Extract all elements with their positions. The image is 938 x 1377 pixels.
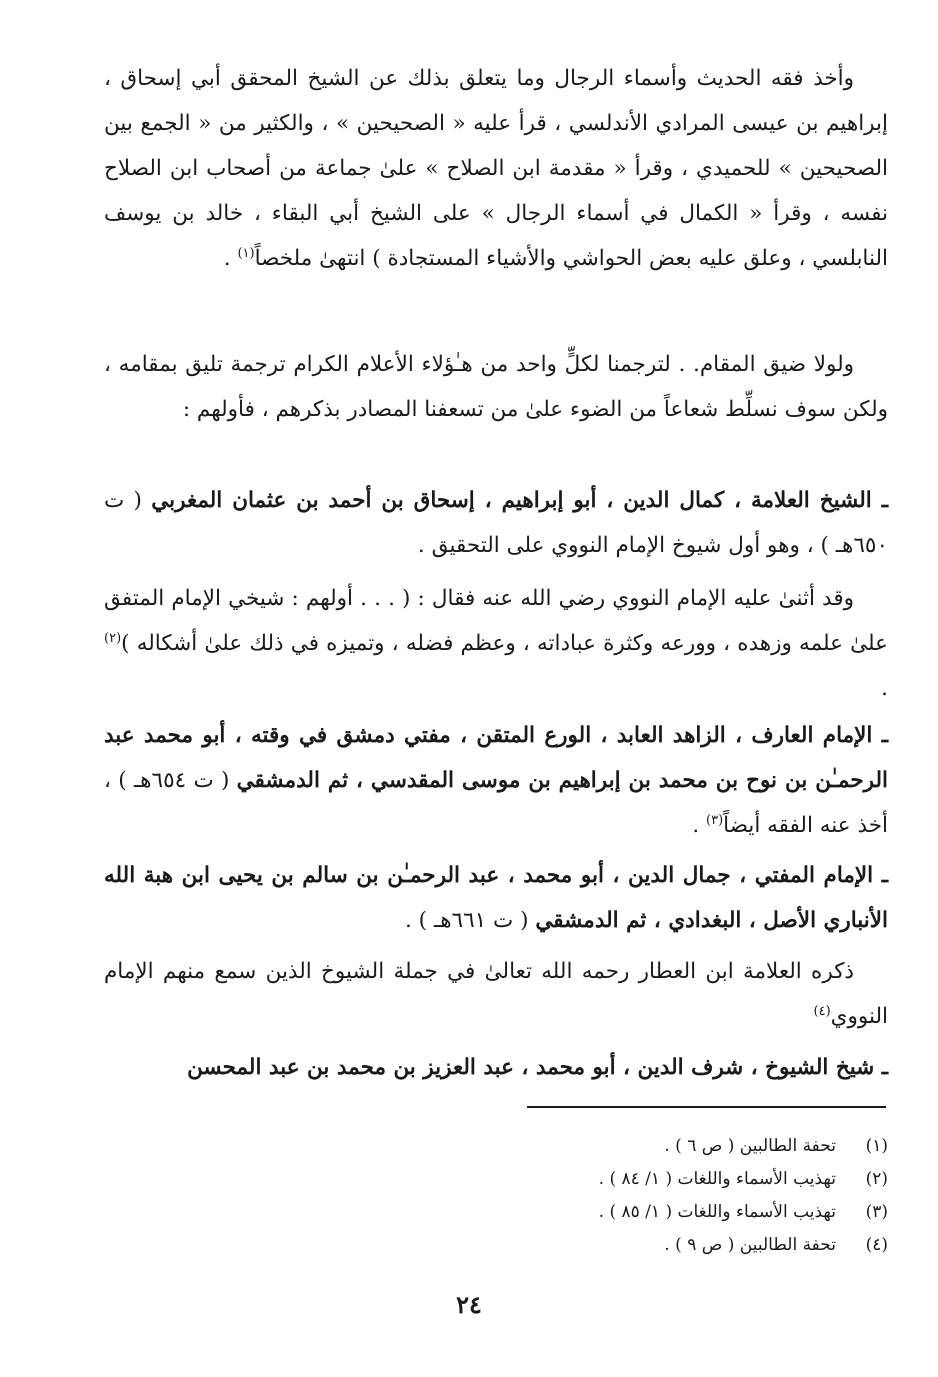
teacher-name: ـ الإمام المفتي ، جمال الدين ، أبو محمد ، عبد الرحمـٰن بن سالم بن يحيى ابن هبة الله الأنباري الأصل ، البغدادي ، ثم الدمشقي bbox=[104, 863, 888, 933]
paragraph-text: ( ت ٦٦١هـ ) . bbox=[405, 908, 536, 933]
footnote-number: (٣) bbox=[865, 1202, 888, 1222]
paragraph-1 bbox=[104, 56, 888, 281]
footnote-text: تحفة الطالبين ( ص ٦ ) . bbox=[664, 1136, 836, 1156]
footnote-item bbox=[388, 1163, 888, 1196]
footnote-text: تحفة الطالبين ( ص ٩ ) . bbox=[664, 1235, 836, 1255]
paragraph-text: ( ت ٦٥٠هـ ) ، وهو أول شيوخ الإمام النووي على التحقيق . bbox=[104, 488, 888, 558]
paragraph-4 bbox=[104, 576, 888, 711]
footnotes bbox=[388, 1130, 888, 1262]
footnote-divider bbox=[527, 1106, 886, 1108]
footnote-number: (٤) bbox=[865, 1235, 888, 1255]
teacher-name: ـ الشيخ العلامة ، كمال الدين ، أبو إبراهيم ، إسحاق بن أحمد بن عثمان المغربي bbox=[151, 488, 888, 513]
paragraph-2 bbox=[104, 342, 888, 432]
paragraph-text: ذكره العلامة ابن العطار رحمه الله تعالىٰ في جملة الشيوخ الذين سمع منهم الإمام النووي bbox=[104, 959, 888, 1029]
page-number: ٢٤ bbox=[456, 1290, 482, 1319]
paragraph-5 bbox=[104, 713, 888, 848]
teacher-name: ـ شيخ الشيوخ ، شرف الدين ، أبو محمد ، عبد العزيز بن محمد بن عبد المحسن bbox=[187, 1055, 888, 1080]
footnote-number: (٢) bbox=[865, 1169, 888, 1189]
paragraph-7 bbox=[104, 949, 888, 1039]
footnote-text: تهذيب الأسماء واللغات ( ١/ ٨٥ ) . bbox=[598, 1202, 836, 1222]
footnote-ref: (٣) bbox=[706, 812, 724, 828]
footnote-text: تهذيب الأسماء واللغات ( ١/ ٨٤ ) . bbox=[598, 1169, 836, 1189]
footnote-item bbox=[388, 1130, 888, 1163]
footnote-item bbox=[388, 1196, 888, 1229]
paragraph-tail: . bbox=[692, 813, 706, 838]
paragraph-8 bbox=[104, 1045, 888, 1090]
paragraph-text: وأخذ فقه الحديث وأسماء الرجال وما يتعلق بذلك عن الشيخ المحقق أبي إسحاق ، إبراهيم بن عيسى المرادي الأندلسي ، قرأ عليه « الصحيحين » ، والكثير من « الجمع بين الصحيحين » للحميدي ، وقرأ « مقدمة ابن الصلاح » علىٰ جماعة من أصحاب ابن الصلاح نفسه ، وقرأ « الكمال في أسماء الرجال » على الشيخ أبي البقاء ، خالد بن يوسف النابلسي ، وعلق عليه بعض الحواشي والأشياء المستجادة ) انتهىٰ ملخصاً bbox=[104, 66, 888, 271]
paragraph-6 bbox=[104, 853, 888, 943]
paragraph-text: وقد أثنىٰ عليه الإمام النووي رضي الله عنه فقال : ( . . . أولهم : شيخي الإمام المتفق علىٰ علمه وزهده ، وورعه وكثرة عباداته ، وعظم فضله ، وتميزه في ذلك علىٰ أشكاله ) bbox=[104, 586, 888, 656]
paragraph-tail: . bbox=[223, 246, 238, 271]
footnote-number: (١) bbox=[865, 1136, 888, 1156]
footnote-ref: (١) bbox=[237, 245, 255, 261]
footnote-ref: (٢) bbox=[104, 630, 122, 646]
footnote-item bbox=[388, 1229, 888, 1262]
footnote-ref: (٤) bbox=[813, 1003, 831, 1019]
paragraph-3 bbox=[104, 478, 888, 568]
paragraph-text: ( ت ٦٥٤هـ ) ، أخذ عنه الفقه أيضاً bbox=[104, 768, 888, 838]
teacher-name: ـ الإمام العارف ، الزاهد العابد ، الورع المتقن ، مفتي دمشق في وقته ، أبو محمد عبد الرحمـٰن بن نوح بن محمد بن إبراهيم بن موسى المقدسي ، ثم الدمشقي bbox=[104, 723, 888, 793]
paragraph-tail: . bbox=[881, 676, 888, 701]
paragraph-text: ولولا ضيق المقام. . لترجمنا لكلٍّ واحد من هـٰؤلاء الأعلام الكرام ترجمة تليق بمقامه ، ولكن سوف نسلِّط شعاعاً من الضوء علىٰ من تسعفنا المصادر بذكرهم ، فأولهم : bbox=[104, 352, 888, 422]
